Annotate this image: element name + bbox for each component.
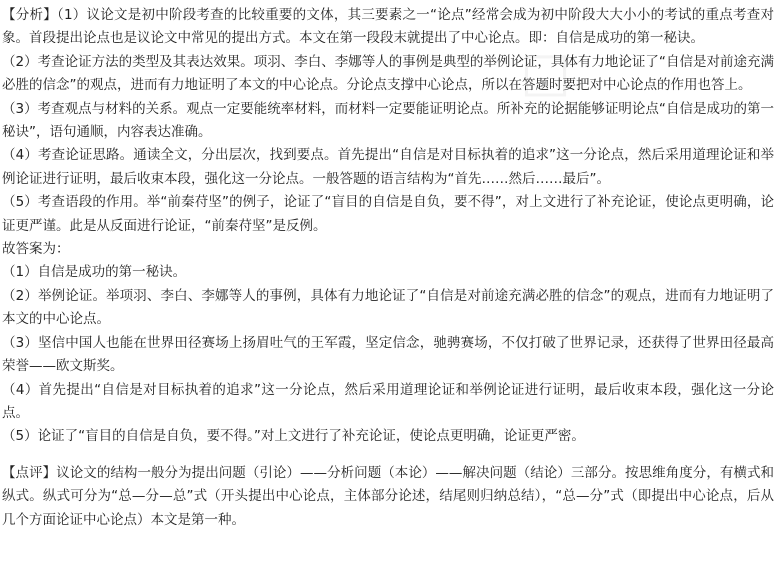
- answer-item-4: （4）首先提出“自信是对目标执着的追求”这一分论点，然后采用道理论证和举例论证进行证明，最后收束本段，强化这一分论点。: [2, 381, 774, 421]
- answer-heading: 故答案为：: [2, 241, 70, 258]
- watermark: □: [520, 40, 574, 103]
- analysis-paragraph-5: （5）考查语段的作用。举“前秦苻坚”的例子，论证了“盲目的自信是自负，要不得”，对上文进行了补充论证，使论点更明确，论证更严谨。此是从反面进行论证，“前秦苻坚”是反例。: [2, 194, 774, 234]
- answer-item-3: （3）坚信中国人也能在世界田径赛场上扬眉吐气的王军霞，坚定信念，驰骋赛场，不仅打破了世界记录，还获得了世界田径最高荣誉——欧文斯奖。: [2, 334, 774, 375]
- analysis-paragraph-1: 【分析】（1）议论文是初中阶段考查的比较重要的文体，其三要素之一“论点”经常会成为初中阶段大大小小的考试的重点考查对象。首段提出论点也是议论文中常见的提出方式。本文在第一段段末就提出了中心论点。即：自信是成功的第一秘诀。: [2, 7, 774, 47]
- answer-item-2: （2）举例论证。举项羽、李白、李娜等人的事例，具体有力地论证了“自信是对前途充满必胜的信念”的观点，进而有力地证明了本文的中心论点。: [2, 287, 774, 328]
- comment-paragraph: 【点评】议论文的结构一般分为提出问题（引论）——分析问题（本论）——解决问题（结论）三部分。按思维角度分，有横式和纵式。纵式可分为“总—分—总”式（开头提出中心论点，主体部分论述，结尾则归纳总结），“总—分”式（即提出中心论点，后从几个方面论证中心论点）本文是第一种。: [2, 464, 774, 528]
- analysis-paragraph-3: （3）考查观点与材料的关系。观点一定要能统率材料，而材料一定要能证明论点。所补充的论据能够证明论点“自信是成功的第一秘诀”，语句通顺，内容表达准确。: [2, 100, 774, 141]
- answer-item-1: （1）自信是成功的第一秘诀。: [2, 264, 187, 281]
- answer-item-5: （5）论证了“盲目的自信是自负，要不得。”对上文进行了补充论证，使论点更明确，论证更严密。: [2, 428, 585, 445]
- analysis-paragraph-4: （4）考查论证思路。通读全文，分出层次，找到要点。首先提出“自信是对目标执着的追求”这一分论点，然后采用道理论证和举例论证进行证明，最后收束本段，强化这一分论点。一般答题的语言结构为“首先……然后……最后”。: [2, 147, 774, 187]
- section-spacer: [2, 449, 774, 462]
- analysis-paragraph-2: （2）考查论证方法的类型及其表达效果。项羽、李白、李娜等人的事例是典型的举例论证，具体有力地论证了“自信是对前途充满必胜的信念”的观点，进而有力地证明了本文的中心论点。分论点支撑中心论点，所以在答题时要把对中心论点的作用也答上。: [2, 53, 774, 94]
